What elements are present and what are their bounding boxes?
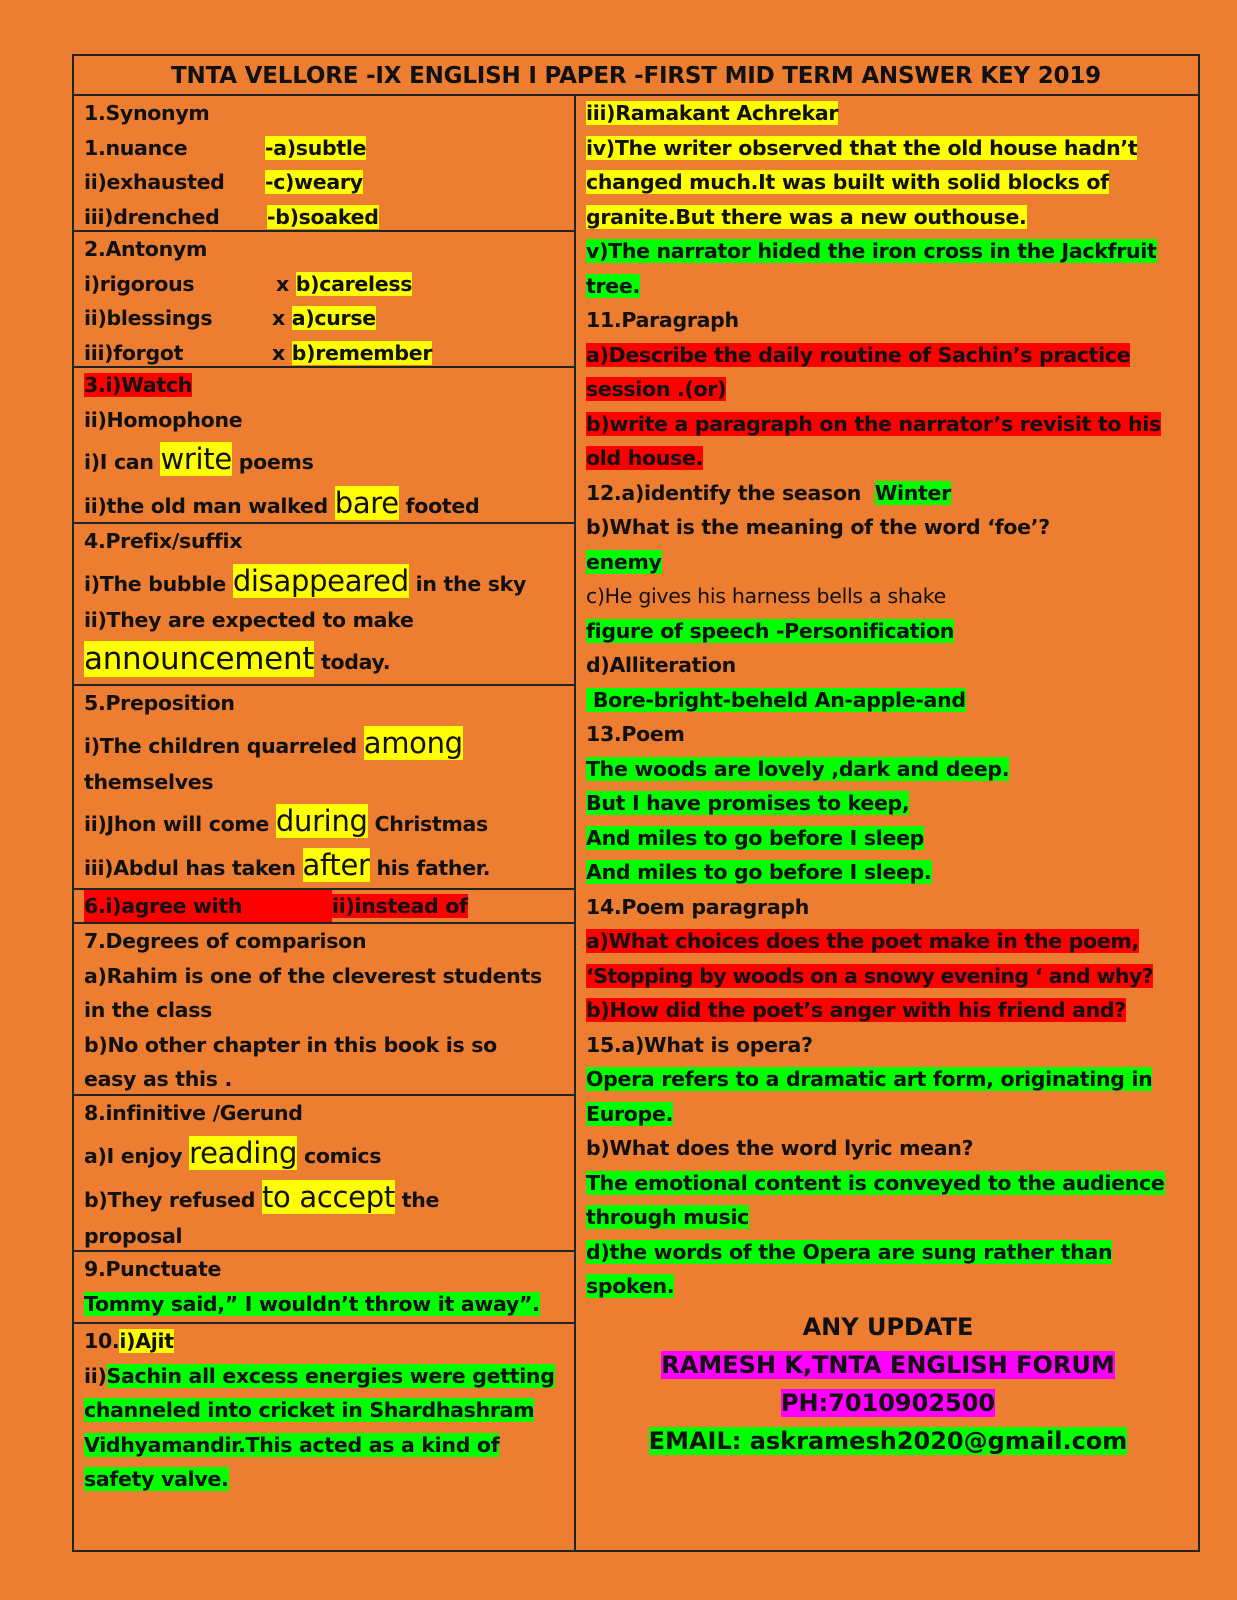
answer-line: The emotional content is conveyed to the audience xyxy=(586,1170,1165,1195)
answer-line: d)the words of the Opera are sung rather than xyxy=(586,1239,1113,1264)
poem-line: But I have promises to keep, xyxy=(586,791,910,815)
section-heading: 15.a)What is opera? xyxy=(586,1032,813,1057)
section-phrases xyxy=(74,890,574,924)
answer-row: ii)exhausted -c)weary xyxy=(84,170,363,194)
answer-line: through music xyxy=(586,1205,750,1229)
answer-line: iii)Ramakant Achrekar xyxy=(586,101,839,125)
answer-line: Tommy said,” I wouldn’t throw it away”. xyxy=(84,1291,540,1316)
answer-line: b)How did the poet’s anger with his friend and? xyxy=(586,998,1126,1022)
answer-line: in the class xyxy=(84,998,213,1022)
answer-row: i)rigorous x b)careless xyxy=(84,271,413,296)
section-subheading: ii)Homophone xyxy=(84,407,243,432)
answer-line: d)Alliteration xyxy=(586,653,736,677)
update-label: ANY UPDATE xyxy=(802,1312,974,1341)
page-title: TNTA VELLORE -IX ENGLISH I PAPER -FIRST MID TERM ANSWER KEY 2019 xyxy=(74,56,1198,96)
section-infinitive-gerund xyxy=(74,1096,574,1252)
answer-line: session .(or) xyxy=(586,377,727,401)
section-heading: 14.Poem paragraph xyxy=(586,894,810,919)
section-antonym xyxy=(74,232,574,368)
contact-footer xyxy=(576,1308,1200,1460)
section-heading: 13.Poem xyxy=(586,722,685,746)
right-column xyxy=(576,96,1200,1552)
answer-line: c)He gives his harness bells a shake xyxy=(586,584,946,608)
answer-line: Europe. xyxy=(586,1101,674,1126)
answer-row: ii)They are expected to make xyxy=(84,607,414,632)
section-preposition xyxy=(74,686,574,890)
answer-row: ii)Jhon will come during Christmas xyxy=(84,804,488,838)
section-punctuate xyxy=(74,1252,574,1324)
answer-row: iii)Abdul has taken after his father. xyxy=(84,848,491,882)
section-prefix-suffix xyxy=(74,524,574,686)
section-question-10 xyxy=(74,1324,574,1552)
section-degrees-comparison xyxy=(74,924,574,1096)
answer-row: i)I can write poems xyxy=(84,442,314,476)
answer-line: a)Describe the daily routine of Sachin’s practice xyxy=(586,342,1131,367)
answer-line: granite.But there was a new outhouse. xyxy=(586,204,1027,229)
answer-row: ii)the old man walked bare footed xyxy=(84,486,480,520)
phone-number: PH:7010902500 xyxy=(780,1388,996,1417)
answer-row: i)The bubble disappeared in the sky xyxy=(84,563,527,598)
answer-line: a)What choices does the poet make in the poem, xyxy=(586,929,1139,953)
poem-line: And miles to go before I sleep xyxy=(586,825,925,850)
section-heading: 5.Preposition xyxy=(84,691,235,715)
answer-key-sheet xyxy=(72,54,1200,1552)
answer-line: iv)The writer observed that the old house hadn’t xyxy=(586,135,1138,160)
section-heading: 11.Paragraph xyxy=(586,308,739,332)
email-address: EMAIL: askramesh2020@gmail.com xyxy=(648,1426,1128,1455)
poem-line: The woods are lovely ,dark and deep. xyxy=(586,756,1010,781)
answer-line: proposal xyxy=(84,1223,183,1248)
answer-line: enemy xyxy=(586,549,662,574)
answer-line: b)No other chapter in this book is so xyxy=(84,1032,497,1057)
answer-line: 12.a)identify the season Winter xyxy=(586,480,951,505)
answer-line: channeled into cricket in Shardhashram xyxy=(84,1398,535,1422)
answer-line: Bore-bright-beheld An-apple-and xyxy=(586,687,966,712)
section-heading: 3.i)Watch xyxy=(84,373,193,397)
author-name: RAMESH K,TNTA ENGLISH FORUM xyxy=(661,1350,1115,1379)
answer-row: themselves xyxy=(84,769,214,794)
answer-line: b)What is the meaning of the word ‘foe’? xyxy=(586,515,1050,539)
section-heading: 10.i)Ajit xyxy=(84,1329,174,1353)
answer-line: old house. xyxy=(586,446,704,470)
answer-row: a)I enjoy reading comics xyxy=(84,1135,382,1170)
answer-line: spoken. xyxy=(586,1274,675,1298)
answer-row: iii)drenched -b)soaked xyxy=(84,204,379,229)
answer-row: ii)blessings x a)curse xyxy=(84,306,376,330)
section-heading: 8.infinitive /Gerund xyxy=(84,1101,303,1125)
section-heading: 4.Prefix/suffix xyxy=(84,529,243,553)
answer-line: safety valve. xyxy=(84,1467,229,1491)
answer-line: ii)Sachin all excess energies were getting xyxy=(84,1363,555,1388)
section-homophone xyxy=(74,368,574,524)
answer-line: a)Rahim is one of the cleverest students xyxy=(84,963,542,988)
answer-row: iii)forgot x b)remember xyxy=(84,340,433,365)
answer-row: 1.nuance -a)subtle xyxy=(84,135,367,160)
answer-line: Opera refers to a dramatic art form, originating in xyxy=(586,1067,1153,1091)
answer-line: figure of speech -Personification xyxy=(586,618,955,643)
section-heading: 7.Degrees of comparison xyxy=(84,929,367,953)
section-heading: 9.Punctuate xyxy=(84,1257,222,1281)
answer-line: Vidhyamandir.This acted as a kind of xyxy=(84,1432,500,1457)
answer-row: announcement today. xyxy=(84,641,391,677)
answer-line: ‘Stopping by woods on a snowy evening ‘ and why? xyxy=(586,963,1153,988)
answer-line: tree. xyxy=(586,273,641,298)
left-column xyxy=(74,96,574,1552)
answer-line: changed much.It was built with solid blocks of xyxy=(586,170,1109,194)
answer-row: 6.i)agree with ii)instead of xyxy=(84,890,574,922)
answer-line: b)write a paragraph on the narrator’s revisit to his xyxy=(586,411,1161,436)
poem-line: And miles to go before I sleep. xyxy=(586,860,932,884)
answer-row: i)The children quarreled among xyxy=(84,725,463,760)
answer-line: v)The narrator hided the iron cross in the Jackfruit xyxy=(586,239,1157,263)
answer-line: easy as this . xyxy=(84,1067,232,1091)
section-heading: 1.Synonym xyxy=(84,101,210,125)
section-synonym xyxy=(74,96,574,232)
answer-line: b)What does the word lyric mean? xyxy=(586,1136,974,1160)
section-heading: 2.Antonym xyxy=(84,237,208,261)
answer-row: b)They refused to accept the xyxy=(84,1179,440,1214)
